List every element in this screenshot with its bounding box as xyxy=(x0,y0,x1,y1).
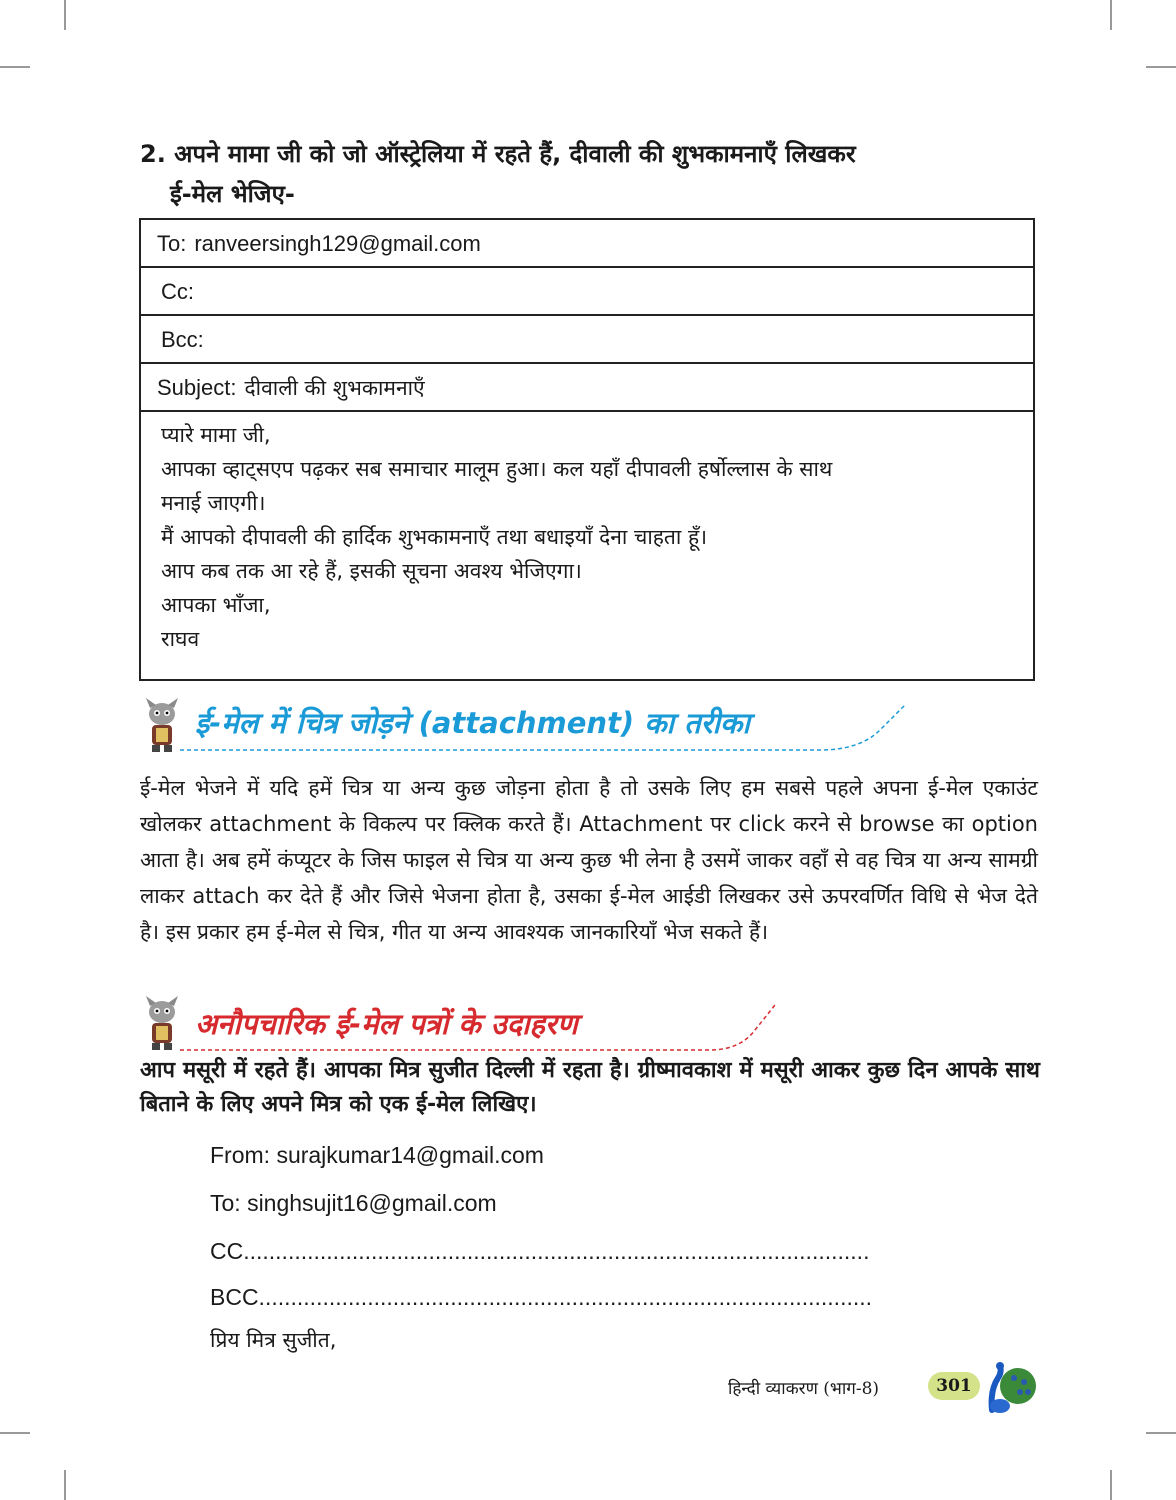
page-number: 301 xyxy=(928,1372,980,1400)
subject-label: Subject: xyxy=(157,375,237,400)
greeting: प्रिय मित्र सुजीत, xyxy=(210,1328,337,1352)
subject-row xyxy=(141,364,1033,412)
to-value: ranveersingh129@gmail.com xyxy=(194,231,481,256)
body-line: मनाई जाएगी। xyxy=(161,491,266,515)
crop-mark xyxy=(64,1470,66,1500)
crop-mark xyxy=(0,66,30,68)
body-line: मैं आपको दीपावली की हार्दिक शुभकामनाएँ तथा बधाइयाँ देना चाहता हूँ। xyxy=(161,525,708,549)
body-line: आपका भाँजा, xyxy=(161,593,271,617)
body-line: आप कब तक आ रहे हैं, इसकी सूचना अवश्य भेजिएगा। xyxy=(161,559,582,583)
question-line-1: 2. अपने मामा जी को जो ऑस्ट्रेलिया में रहते हैं, दीवाली की शुभकामनाएँ लिखकर xyxy=(140,140,856,168)
body-line: राघव xyxy=(161,627,200,651)
question-line-2: ई-मेल भेजिए- xyxy=(170,180,295,208)
cc-field: CC.................................................................................................. xyxy=(210,1238,870,1264)
crop-mark xyxy=(0,1432,30,1434)
email-body xyxy=(141,412,1033,656)
attachment-heading: ई-मेल में चित्र जोड़ने (attachment) का तरीका xyxy=(195,706,750,740)
subject-value: दीवाली की शुभकामनाएँ xyxy=(244,376,425,400)
bcc-label: Bcc: xyxy=(161,327,204,352)
heading-underline xyxy=(180,1000,780,1056)
to-label: To: xyxy=(157,231,187,256)
crop-mark xyxy=(64,0,66,30)
cc-label: Cc: xyxy=(161,279,194,304)
book-title: हिन्दी व्याकरण (भाग-8) xyxy=(728,1379,880,1399)
crop-mark xyxy=(1146,1432,1176,1434)
from-field: From: surajkumar14@gmail.com xyxy=(210,1142,544,1168)
cc-row xyxy=(141,268,1033,316)
email-form-box xyxy=(139,218,1035,681)
crop-mark xyxy=(1146,66,1176,68)
mascot-icon xyxy=(140,698,184,754)
heading-underline xyxy=(180,700,910,756)
to-row xyxy=(141,220,1033,268)
bcc-field: BCC................................................................................................ xyxy=(210,1284,873,1310)
informal-email-heading: अनौपचारिक ई-मेल पत्रों के उदाहरण xyxy=(195,1007,578,1041)
email-task: आप मसूरी में रहते हैं। आपका मित्र सुजीत दिल्ली में रहता है। ग्रीष्मावकाश में मसूरी आकर कुछ दिन आपके साथ बिताने के लिए अपने मित्र को एक ई-मेल लिखिए। xyxy=(140,1058,1040,1117)
crop-mark xyxy=(1110,0,1112,30)
question-title xyxy=(140,134,1040,214)
mascot-icon xyxy=(140,996,184,1052)
body-line: प्यारे मामा जी, xyxy=(161,423,271,447)
body-line: आपका व्हाट्सएप पढ़कर सब समाचार मालूम हुआ। कल यहाँ दीपावली हर्षोल्लास के साथ xyxy=(161,457,833,481)
to-field: To: singhsujit16@gmail.com xyxy=(210,1190,497,1216)
peacock-icon xyxy=(978,1360,1038,1416)
bcc-row xyxy=(141,316,1033,364)
crop-mark xyxy=(1110,1470,1112,1500)
attachment-paragraph: ई-मेल भेजने में यदि हमें चित्र या अन्य कुछ जोड़ना होता है तो उसके लिए हम सबसे पहले अपना ई-मेल एकाउंट खोलकर attachment के विकल्प पर क्लिक करते हैं। Attachment पर click करने से browse का option आता है। अब हमें कंप्यूटर के जिस फाइल से चित्र या अन्य कुछ भी लेना है उसमें जाकर वहाँ से वह चित्र या अन्य सामग्री लाकर attach कर देते हैं और जिसे भेजना होता है, उसका ई-मेल आईडी लिखकर उसे ऊपरवर्णित विधि से भेज देते है। इस प्रकार हम ई-मेल से चित्र, गीत या अन्य आवश्यक जानकारियाँ भेज सकते हैं। xyxy=(140,776,1038,944)
